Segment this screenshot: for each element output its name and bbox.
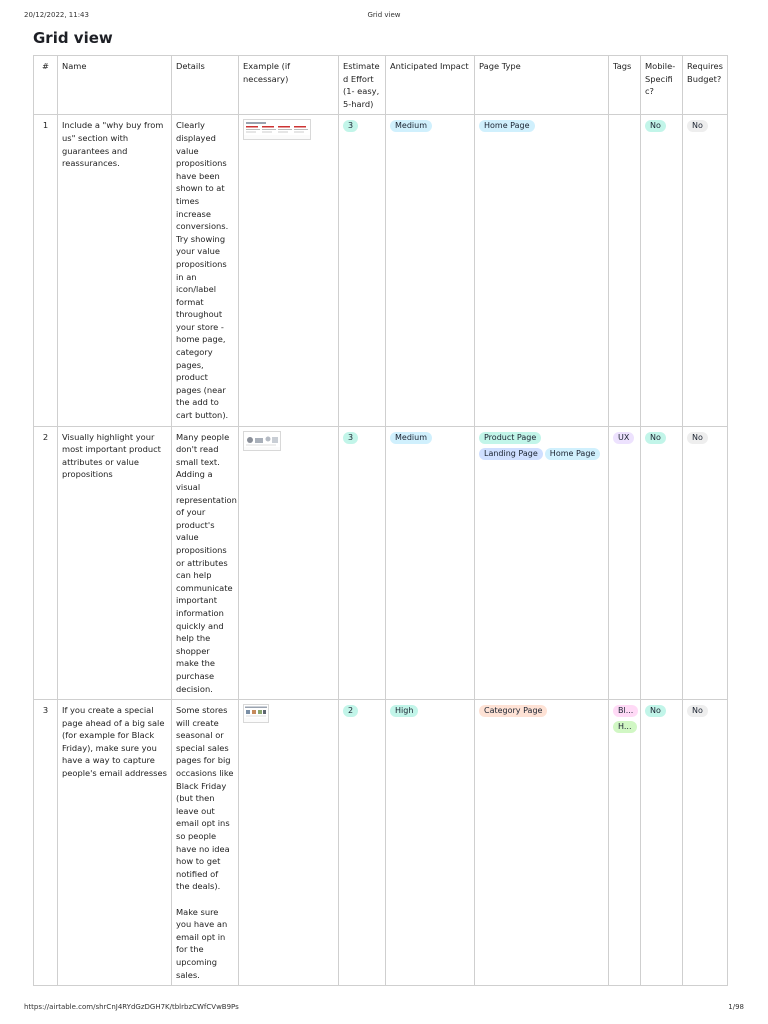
col-header-num[interactable]: # (34, 56, 58, 115)
row-mobile (641, 426, 683, 699)
effort-pill: 3 (343, 432, 358, 444)
row-effort (339, 426, 386, 699)
row-impact (386, 115, 475, 426)
page-type-pill: Home Page (545, 448, 601, 460)
col-header-example[interactable]: Example (if necessary) (239, 56, 339, 115)
row-effort (339, 115, 386, 426)
col-header-impact[interactable]: Anticipated Impact (386, 56, 475, 115)
row-details: Clearly displayed value propositions have been shown to at times increase conversions. Try showing your value propositions in an icon/label format throughout your store - home page, category pages, product pages (near the add to cart button). (172, 115, 239, 426)
tag-pill: Bl... (613, 705, 638, 717)
page-type-pill: Category Page (479, 705, 547, 717)
row-name: Visually highlight your most important product attributes or value propositions (58, 426, 172, 699)
print-page-number: 1/98 (728, 1003, 744, 1011)
row-impact (386, 426, 475, 699)
impact-pill: Medium (390, 120, 432, 132)
budget-pill: No (687, 705, 708, 717)
page-type-pill: Product Page (479, 432, 541, 444)
row-name: If you create a special page ahead of a big sale (for example for Black Friday), make sure you have a way to capture people's email addresses (58, 700, 172, 986)
page-type-pill: Home Page (479, 120, 535, 132)
example-thumbnail-image (244, 120, 310, 135)
row-tags (609, 115, 641, 426)
page-type-pill: Landing Page (479, 448, 543, 460)
example-thumbnail[interactable] (243, 704, 269, 723)
row-mobile (641, 115, 683, 426)
row-tags (609, 700, 641, 986)
print-footer (0, 1003, 768, 1015)
row-num: 2 (34, 426, 58, 699)
row-num: 3 (34, 700, 58, 986)
row-budget (683, 115, 728, 426)
page-title: Grid view (33, 29, 113, 47)
row-details-paragraph: Some stores will create seasonal or special sales pages for big occasions like Black Friday (but then leave out email opt ins so people have no idea how to get notified of the deals). (176, 705, 234, 892)
impact-pill: High (390, 705, 418, 717)
print-url[interactable]: https://airtable.com/shrCnJ4RYdGzDGH7K/tblrbzCWfCVwB9Ps (24, 1003, 239, 1011)
row-mobile (641, 700, 683, 986)
row-example (239, 700, 339, 986)
mobile-pill: No (645, 705, 666, 717)
row-details (172, 700, 239, 986)
impact-pill: Medium (390, 432, 432, 444)
budget-pill: No (687, 120, 708, 132)
col-header-tags[interactable]: Tags (609, 56, 641, 115)
example-thumbnail[interactable] (243, 431, 281, 452)
col-header-budget[interactable]: Requires Budget? (683, 56, 728, 115)
grid-table (33, 55, 728, 986)
print-doc-title: Grid view (367, 11, 401, 19)
row-budget (683, 700, 728, 986)
row-tags (609, 426, 641, 699)
row-impact (386, 700, 475, 986)
row-effort (339, 700, 386, 986)
print-datetime: 20/12/2022, 11:43 (24, 11, 89, 19)
row-name: Include a "why buy from us" section with guarantees and reassurances. (58, 115, 172, 426)
col-header-effort[interactable]: Estimated Effort (1- easy, 5-hard) (339, 56, 386, 115)
header-row (34, 56, 728, 115)
print-header (0, 11, 768, 23)
row-details-paragraph: Make sure you have an email opt in for the upcoming sales. (176, 906, 228, 980)
row-num: 1 (34, 115, 58, 426)
col-header-name[interactable]: Name (58, 56, 172, 115)
row-example (239, 426, 339, 699)
col-header-details[interactable]: Details (172, 56, 239, 115)
table-row[interactable] (34, 115, 728, 426)
row-example (239, 115, 339, 426)
effort-pill: 2 (343, 705, 358, 717)
tag-pill: UX (613, 432, 634, 444)
mobile-pill: No (645, 120, 666, 132)
tag-pill: H... (613, 721, 637, 733)
example-thumbnail-image (244, 705, 268, 718)
effort-pill: 3 (343, 120, 358, 132)
example-thumbnail[interactable] (243, 119, 311, 140)
col-header-page-type[interactable]: Page Type (475, 56, 609, 115)
row-page-type (475, 426, 609, 699)
budget-pill: No (687, 432, 708, 444)
col-header-mobile[interactable]: Mobile-Specific? (641, 56, 683, 115)
row-details: Many people don't read small text. Adding a visual representation of your product's value propositions or attributes can help communicate important information quickly and help the shopper make the purchase decision. (172, 426, 239, 699)
row-page-type (475, 115, 609, 426)
table-row[interactable] (34, 700, 728, 986)
example-thumbnail-image (244, 432, 280, 447)
table-row[interactable] (34, 426, 728, 699)
row-page-type (475, 700, 609, 986)
row-budget (683, 426, 728, 699)
mobile-pill: No (645, 432, 666, 444)
